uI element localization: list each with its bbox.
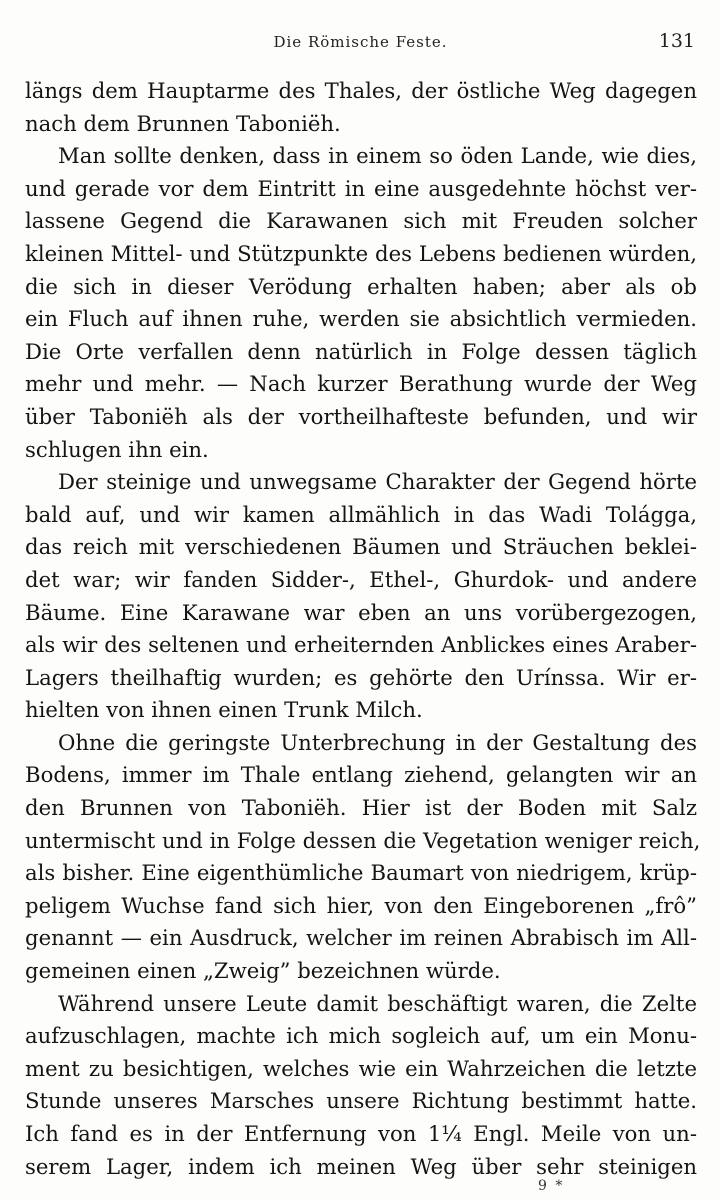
text-line: über Taboniëh als der vortheilhafteste befunden, und wir bbox=[25, 403, 697, 429]
text-line: aufzuschlagen, machte ich mich sogleich auf, um ein Monu- bbox=[25, 1023, 697, 1049]
text-line: Man sollte denken, dass in einem so öden Lande, wie dies, bbox=[58, 143, 697, 169]
text-line: gemeinen einen „Zweig” bezeichnen würde. bbox=[25, 958, 501, 984]
text-line: kleinen Mittel- und Stützpunkte des Lebens bedienen würden, bbox=[25, 240, 697, 266]
text-line: Die Orte verfallen denn natürlich in Folge dessen täglich bbox=[25, 338, 697, 364]
text-line: Lagers theilhaftig wurden; es gehörte den Urínssa. Wir er- bbox=[25, 664, 697, 690]
text-line: peligem Wuchse fand sich hier, von den Eingeborenen „frô” bbox=[25, 892, 697, 918]
text-line: längs dem Hauptarme des Thales, der östliche Weg dagegen bbox=[25, 78, 697, 103]
text-line: als bisher. Eine eigenthümliche Baumart von niedrigem, krüp- bbox=[25, 860, 697, 886]
text-line: Ich fand es in der Entfernung von 1¼ Engl. Meile von un- bbox=[25, 1121, 697, 1146]
text-line: Bäume. Eine Karawane war eben an uns vorübergezogen, bbox=[25, 599, 697, 625]
text-line: serem Lager, indem ich meinen Weg über sehr steinigen bbox=[25, 1153, 697, 1179]
text-line: Bodens, immer im Thale entlang ziehend, gelangten wir an bbox=[25, 762, 697, 788]
text-line: als wir des seltenen und erheiternden Anblickes eines Araber- bbox=[25, 632, 697, 658]
text-line: ment zu besichtigen, welches wie ein Wahrzeichen die letzte bbox=[25, 1055, 697, 1081]
text-line: das reich mit verschiedenen Bäumen und Sträuchen beklei- bbox=[25, 534, 697, 560]
text-line: mehr und mehr. — Nach kurzer Berathung wurde der Weg bbox=[25, 371, 697, 397]
text-line: nach dem Brunnen Taboniëh. bbox=[25, 110, 341, 136]
sheet-signature: 9 * bbox=[538, 1178, 565, 1194]
body-text bbox=[25, 75, 701, 1183]
running-header: Die Römische Feste. bbox=[273, 33, 448, 51]
text-line: Der steinige und unwegsame Charakter der Gegend hörte bbox=[58, 469, 697, 495]
page-number: 131 bbox=[658, 30, 695, 52]
text-line: untermischt und in Folge dessen die Vegetation weniger reich, bbox=[25, 827, 701, 853]
text-line: den Brunnen von Taboniëh. Hier ist der Boden mit Salz bbox=[25, 795, 697, 821]
text-line: schlugen ihn ein. bbox=[25, 436, 209, 462]
text-line: bald auf, und wir kamen allmählich in das Wadi Tolágga, bbox=[25, 501, 697, 527]
text-line: Ohne die geringste Unterbrechung in der Gestaltung des bbox=[58, 729, 697, 755]
text-line: Während unsere Leute damit beschäftigt waren, die Zelte bbox=[58, 990, 697, 1016]
text-line: hielten von ihnen einen Trunk Milch. bbox=[25, 697, 423, 723]
text-line: det war; wir fanden Sidder-, Ethel-, Ghurdok- und andere bbox=[25, 566, 697, 592]
text-line: und gerade vor dem Eintritt in eine ausgedehnte höchst ver- bbox=[25, 175, 697, 201]
text-line: genannt — ein Ausdruck, welcher im reinen Abrabisch im All- bbox=[25, 925, 697, 951]
text-line: Stunde unseres Marsches unsere Richtung bestimmt hatte. bbox=[25, 1088, 697, 1114]
text-line: ein Fluch auf ihnen ruhe, werden sie absichtlich vermieden. bbox=[25, 306, 697, 332]
text-line: lassene Gegend die Karawanen sich mit Freuden solcher bbox=[25, 208, 697, 234]
text-line: die sich in dieser Verödung erhalten haben; aber als ob bbox=[25, 273, 697, 299]
